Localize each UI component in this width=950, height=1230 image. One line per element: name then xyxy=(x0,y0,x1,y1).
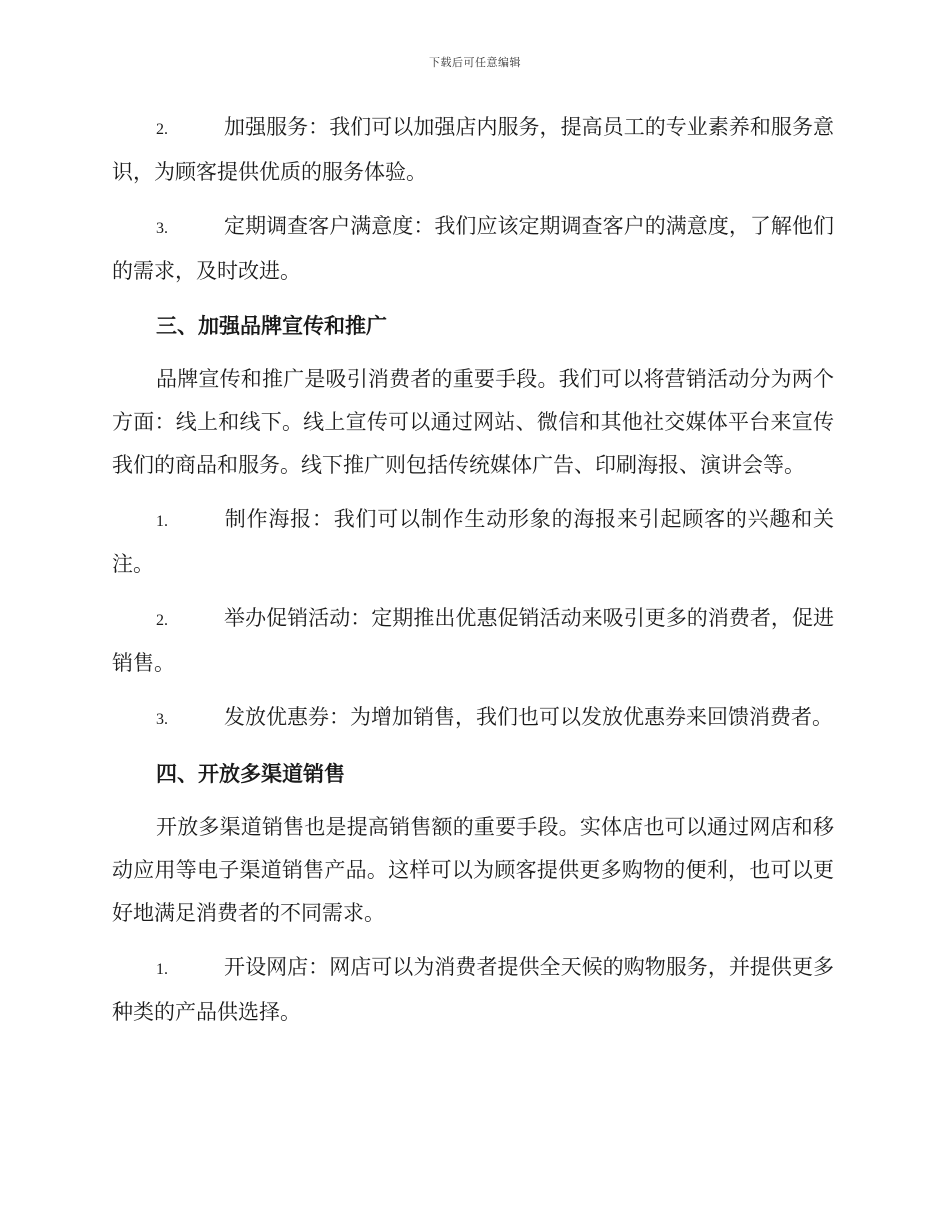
list-item xyxy=(112,205,834,293)
list-number: 3. xyxy=(156,220,168,237)
section-heading: 四、开放多渠道销售 xyxy=(156,761,345,786)
list-item xyxy=(112,946,834,1034)
list-item xyxy=(112,498,834,586)
list-text: 制作海报：我们可以制作生动形象的海报来引起顾客的兴趣和关注。 xyxy=(112,507,834,576)
list-number: 3. xyxy=(156,711,168,728)
list-number: 1. xyxy=(156,961,168,978)
list-number: 2. xyxy=(156,612,168,629)
list-number: 2. xyxy=(156,121,168,138)
list-text: 开设网店：网店可以为消费者提供全天候的购物服务，并提供更多种类的产品供选择。 xyxy=(112,955,834,1024)
list-text: 加强服务：我们可以加强店内服务，提高员工的专业素养和服务意识，为顾客提供优质的服务体验。 xyxy=(112,115,834,184)
section-heading: 三、加强品牌宣传和推广 xyxy=(156,313,387,338)
list-number: 1. xyxy=(156,513,168,530)
body-paragraph: 品牌宣传和推广是吸引消费者的重要手段。我们可以将营销活动分为两个方面：线上和线下。线上宣传可以通过网站、微信和其他社交媒体平台来宣传我们的商品和服务。线下推广则包括传统媒体广告、印刷海报、演讲会等。 xyxy=(112,367,834,477)
document-body xyxy=(112,106,834,1045)
body-paragraph: 开放多渠道销售也是提高销售额的重要手段。实体店也可以通过网店和移动应用等电子渠道销售产品。这样可以为顾客提供更多购物的便利，也可以更好地满足消费者的不同需求。 xyxy=(112,815,834,925)
list-item xyxy=(112,106,834,194)
page-header: 下载后可任意编辑 xyxy=(429,56,521,69)
list-text: 发放优惠券：为增加销售，我们也可以发放优惠券来回馈消费者。 xyxy=(224,705,833,729)
list-text: 定期调查客户满意度：我们应该定期调查客户的满意度，了解他们的需求，及时改进。 xyxy=(112,214,834,283)
list-text: 举办促销活动：定期推出优惠促销活动来吸引更多的消费者，促进销售。 xyxy=(112,606,834,675)
list-item xyxy=(112,696,834,741)
list-item xyxy=(112,597,834,685)
